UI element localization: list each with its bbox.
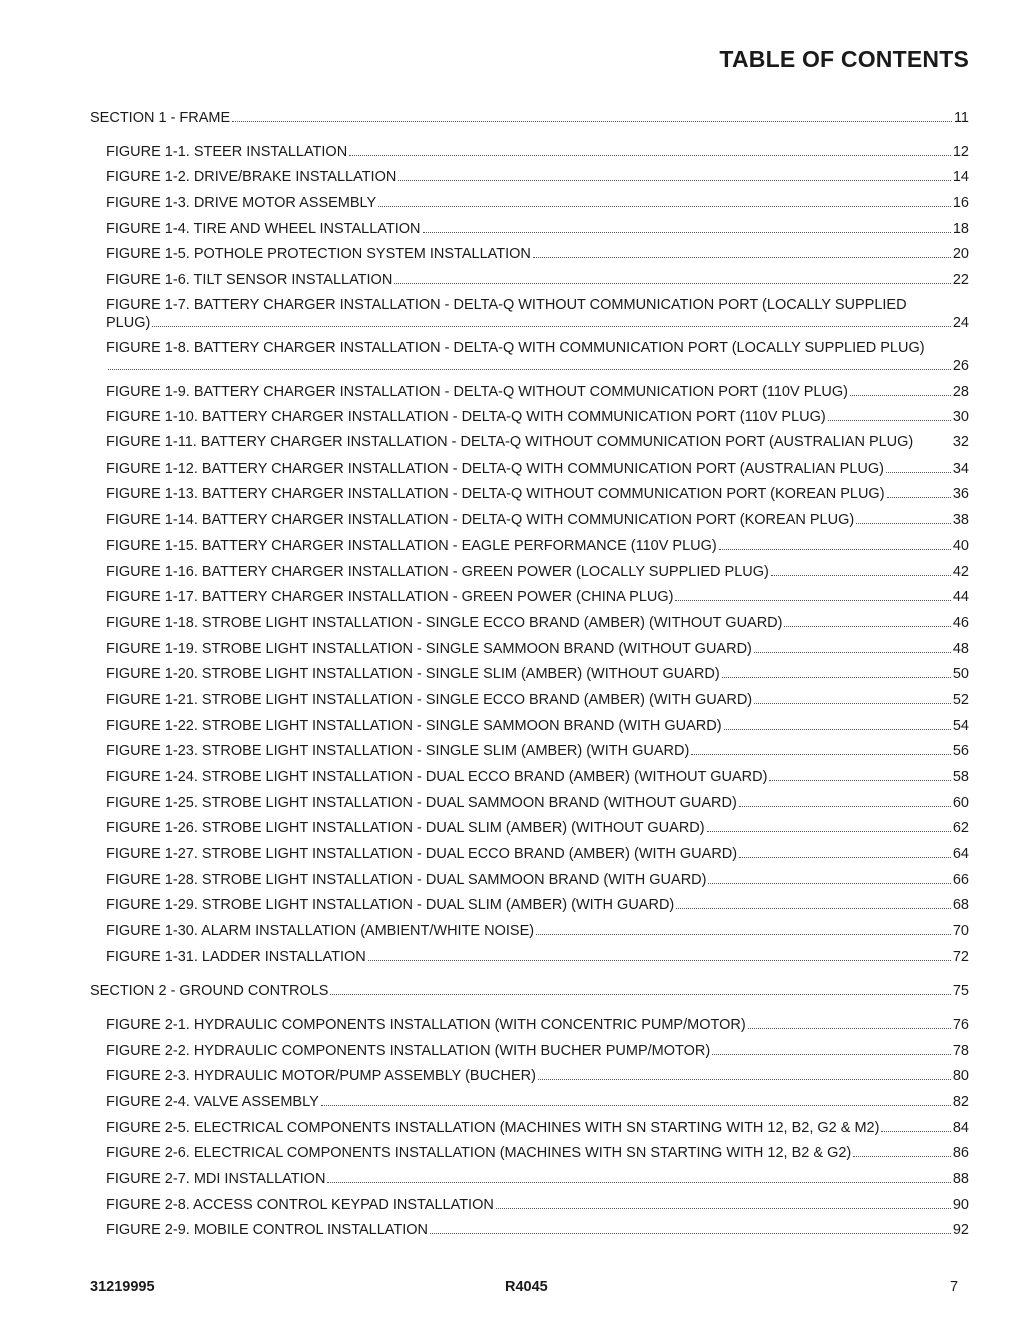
toc-label: FIGURE 1-29. STROBE LIGHT INSTALLATION - DUAL SLIM (AMBER) (WITH GUARD) — [106, 897, 675, 913]
toc-entry[interactable] — [106, 485, 969, 503]
leader-dots — [152, 314, 951, 327]
leader-dots — [423, 220, 951, 233]
toc-entry[interactable] — [106, 143, 969, 161]
toc-page: 60 — [952, 795, 969, 811]
toc-entry[interactable] — [106, 871, 969, 889]
leader-dots — [349, 143, 951, 156]
leader-dots — [708, 871, 950, 884]
toc-page: 86 — [952, 1145, 969, 1161]
toc-entry[interactable] — [106, 1170, 969, 1188]
toc-label: FIGURE 1-2. DRIVE/BRAKE INSTALLATION — [106, 169, 397, 185]
toc-entry[interactable] — [106, 245, 969, 263]
toc-entry[interactable] — [106, 896, 969, 914]
toc-label: FIGURE 1-1. STEER INSTALLATION — [106, 144, 348, 160]
leader-dots — [108, 357, 951, 370]
toc-entry[interactable] — [106, 1221, 969, 1239]
leader-dots — [232, 109, 952, 122]
leader-dots — [378, 194, 951, 207]
toc-entry[interactable] — [106, 845, 969, 863]
toc-label-continued: PLUG) — [106, 315, 151, 331]
toc-page: 68 — [952, 897, 969, 913]
toc-page: 34 — [952, 461, 969, 477]
toc-label: FIGURE 2-2. HYDRAULIC COMPONENTS INSTALLATION (WITH BUCHER PUMP/MOTOR) — [106, 1043, 711, 1059]
toc-page: 26 — [952, 358, 969, 374]
toc-page: 78 — [952, 1043, 969, 1059]
toc-label: FIGURE 1-22. STROBE LIGHT INSTALLATION - SINGLE SAMMOON BRAND (WITH GUARD) — [106, 718, 722, 734]
toc-label: FIGURE 1-13. BATTERY CHARGER INSTALLATION - DELTA-Q WITHOUT COMMUNICATION PORT (KOREAN PLUG) — [106, 486, 885, 502]
toc-label: FIGURE 1-8. BATTERY CHARGER INSTALLATION - DELTA-Q WITH COMMUNICATION PORT (LOCALLY SUPPLIED PLUG) — [106, 340, 925, 356]
toc-label: FIGURE 1-10. BATTERY CHARGER INSTALLATION - DELTA-Q WITH COMMUNICATION PORT (110V PLUG) — [106, 409, 826, 425]
leader-dots — [330, 982, 950, 995]
toc-label: FIGURE 1-18. STROBE LIGHT INSTALLATION - SINGLE ECCO BRAND (AMBER) (WITHOUT GUARD) — [106, 615, 783, 631]
toc-label: FIGURE 2-3. HYDRAULIC MOTOR/PUMP ASSEMBLY (BUCHER) — [106, 1068, 536, 1084]
toc-label: FIGURE 1-23. STROBE LIGHT INSTALLATION - SINGLE SLIM (AMBER) (WITH GUARD) — [106, 743, 690, 759]
toc-page: 76 — [952, 1017, 969, 1033]
toc-page: 36 — [952, 486, 969, 502]
toc-entry[interactable] — [106, 408, 969, 426]
toc-page: 20 — [952, 246, 969, 262]
toc-label: FIGURE 1-9. BATTERY CHARGER INSTALLATION - DELTA-Q WITHOUT COMMUNICATION PORT (110V PLUG) — [106, 384, 849, 400]
toc-label: FIGURE 2-1. HYDRAULIC COMPONENTS INSTALLATION (WITH CONCENTRIC PUMP/MOTOR) — [106, 1017, 746, 1033]
toc-entry[interactable] — [106, 220, 969, 238]
leader-dots — [496, 1196, 951, 1209]
toc-page: 54 — [952, 718, 969, 734]
leader-dots — [748, 1016, 951, 1029]
toc-entry[interactable] — [106, 563, 969, 581]
toc-entry[interactable] — [106, 537, 969, 555]
toc-page: 11 — [953, 110, 969, 126]
toc-label: FIGURE 1-17. BATTERY CHARGER INSTALLATION - GREEN POWER (CHINA PLUG) — [106, 589, 674, 605]
toc-page: 72 — [952, 949, 969, 965]
toc-label: FIGURE 1-3. DRIVE MOTOR ASSEMBLY — [106, 195, 377, 211]
toc-page: 22 — [952, 272, 969, 288]
toc-label: FIGURE 2-4. VALVE ASSEMBLY — [106, 1094, 319, 1110]
leader-dots — [691, 742, 951, 755]
leader-dots — [739, 794, 951, 807]
toc-label: FIGURE 1-26. STROBE LIGHT INSTALLATION - DUAL SLIM (AMBER) (WITHOUT GUARD) — [106, 820, 705, 836]
toc-page: 40 — [952, 538, 969, 554]
toc-label: FIGURE 2-5. ELECTRICAL COMPONENTS INSTALLATION (MACHINES WITH SN STARTING WITH 12, B2, G2 & M2) — [106, 1120, 880, 1136]
toc-page: 92 — [952, 1222, 969, 1238]
toc-label: FIGURE 1-14. BATTERY CHARGER INSTALLATION - DELTA-Q WITH COMMUNICATION PORT (KOREAN PLUG) — [106, 512, 855, 528]
leader-dots — [675, 588, 950, 601]
toc-page: 12 — [952, 144, 969, 160]
toc-label: FIGURE 1-7. BATTERY CHARGER INSTALLATION - DELTA-Q WITHOUT COMMUNICATION PORT (LOCALLY SUPPLIED — [106, 297, 907, 313]
toc-entry[interactable] — [106, 819, 969, 837]
toc-entry[interactable] — [106, 1067, 969, 1085]
toc-page: 44 — [952, 589, 969, 605]
leader-dots — [754, 640, 951, 653]
toc-label: FIGURE 1-30. ALARM INSTALLATION (AMBIENT/WHITE NOISE) — [106, 923, 535, 939]
toc-label: FIGURE 1-11. BATTERY CHARGER INSTALLATION - DELTA-Q WITHOUT COMMUNICATION PORT (AUSTRALIAN PLUG) — [106, 434, 914, 450]
toc-label: FIGURE 1-31. LADDER INSTALLATION — [106, 949, 366, 965]
leader-dots — [719, 537, 951, 550]
toc-page: 80 — [952, 1068, 969, 1084]
toc-page: 88 — [952, 1171, 969, 1187]
toc-label: FIGURE 1-6. TILT SENSOR INSTALLATION — [106, 272, 393, 288]
toc-label: SECTION 1 - FRAME — [90, 110, 231, 126]
toc-page: 66 — [952, 872, 969, 888]
leader-dots — [784, 614, 950, 627]
toc-page: 24 — [952, 315, 969, 331]
footer-page-number: 7 — [950, 1279, 959, 1295]
toc-label: FIGURE 2-6. ELECTRICAL COMPONENTS INSTALLATION (MACHINES WITH SN STARTING WITH 12, B2 & G2) — [106, 1145, 852, 1161]
toc-entry[interactable] — [106, 768, 969, 786]
leader-dots — [771, 563, 951, 576]
leader-dots — [881, 1119, 950, 1132]
toc-page: 42 — [952, 564, 969, 580]
toc-page: 70 — [952, 923, 969, 939]
toc-entry[interactable] — [106, 717, 969, 735]
toc-label: FIGURE 2-8. ACCESS CONTROL KEYPAD INSTALLATION — [106, 1197, 494, 1213]
toc-label: FIGURE 1-4. TIRE AND WHEEL INSTALLATION — [106, 221, 421, 237]
toc-entry[interactable] — [106, 588, 969, 606]
leader-dots — [724, 717, 951, 730]
leader-dots — [739, 845, 951, 858]
leader-dots — [394, 271, 951, 284]
toc-page: 16 — [952, 195, 969, 211]
toc-page: 14 — [952, 169, 969, 185]
footer-model: R4045 — [505, 1279, 548, 1295]
toc-page: 90 — [952, 1197, 969, 1213]
toc-entry[interactable] — [106, 340, 969, 375]
toc-entry[interactable] — [106, 383, 969, 401]
toc-entry[interactable] — [106, 614, 969, 632]
toc-entry[interactable] — [106, 742, 969, 760]
leader-dots — [856, 511, 951, 524]
toc-entry[interactable] — [106, 511, 969, 529]
footer-document-number: 31219995 — [90, 1279, 155, 1295]
toc-page: 18 — [952, 221, 969, 237]
leader-dots — [707, 819, 951, 832]
toc-entry[interactable] — [106, 271, 969, 289]
leader-dots — [828, 408, 951, 421]
leader-dots — [327, 1170, 950, 1183]
toc-label: FIGURE 2-9. MOBILE CONTROL INSTALLATION — [106, 1222, 429, 1238]
toc-entry[interactable] — [106, 640, 969, 658]
toc-page: 46 — [952, 615, 969, 631]
page-title: TABLE OF CONTENTS — [719, 46, 969, 72]
toc-label: FIGURE 1-5. POTHOLE PROTECTION SYSTEM INSTALLATION — [106, 246, 531, 262]
toc-label: FIGURE 1-24. STROBE LIGHT INSTALLATION - DUAL ECCO BRAND (AMBER) (WITHOUT GUARD) — [106, 769, 768, 785]
toc-label: FIGURE 1-19. STROBE LIGHT INSTALLATION - SINGLE SAMMOON BRAND (WITHOUT GUARD) — [106, 641, 752, 657]
toc-label: FIGURE 1-21. STROBE LIGHT INSTALLATION - SINGLE ECCO BRAND (AMBER) (WITH GUARD) — [106, 692, 753, 708]
toc-entry[interactable] — [106, 1119, 969, 1137]
toc-entry[interactable] — [106, 297, 969, 332]
leader-dots — [887, 485, 951, 498]
leader-dots — [913, 434, 953, 446]
leader-dots — [769, 768, 950, 781]
toc-entry[interactable] — [106, 1016, 969, 1034]
toc-label: FIGURE 1-12. BATTERY CHARGER INSTALLATION - DELTA-Q WITH COMMUNICATION PORT (AUSTRALIAN PLUG) — [106, 461, 884, 477]
leader-dots — [676, 896, 951, 909]
toc-entry[interactable] — [106, 194, 969, 212]
toc-entry[interactable] — [106, 1144, 969, 1162]
toc-page: 48 — [952, 641, 969, 657]
toc-page: 28 — [952, 384, 969, 400]
leader-dots — [712, 1042, 951, 1055]
leader-dots — [538, 1067, 951, 1080]
toc-page: 82 — [952, 1094, 969, 1110]
toc-entry[interactable] — [106, 1196, 969, 1214]
toc-label: FIGURE 1-27. STROBE LIGHT INSTALLATION - DUAL ECCO BRAND (AMBER) (WITH GUARD) — [106, 846, 738, 862]
toc-entry[interactable] — [106, 1093, 969, 1111]
leader-dots — [536, 922, 951, 935]
toc-entry[interactable] — [106, 1042, 969, 1060]
leader-dots — [886, 460, 951, 473]
toc-page: 62 — [952, 820, 969, 836]
toc-entry[interactable] — [106, 794, 969, 812]
toc-label: FIGURE 1-20. STROBE LIGHT INSTALLATION - SINGLE SLIM (AMBER) (WITHOUT GUARD) — [106, 666, 720, 682]
toc-label: SECTION 2 - GROUND CONTROLS — [90, 983, 329, 999]
leader-dots — [368, 948, 951, 961]
leader-dots — [398, 168, 951, 181]
toc-page: 56 — [952, 743, 969, 759]
toc-label: FIGURE 1-15. BATTERY CHARGER INSTALLATION - EAGLE PERFORMANCE (110V PLUG) — [106, 538, 717, 554]
toc-page: 50 — [952, 666, 969, 682]
toc-entry[interactable] — [106, 168, 969, 186]
toc-label: FIGURE 1-16. BATTERY CHARGER INSTALLATION - GREEN POWER (LOCALLY SUPPLIED PLUG) — [106, 564, 769, 580]
leader-dots — [533, 245, 951, 258]
toc-page: 75 — [952, 983, 969, 999]
leader-dots — [430, 1221, 951, 1234]
toc-entry-section-2[interactable] — [90, 982, 969, 1000]
toc-page: 64 — [952, 846, 969, 862]
toc-entry[interactable] — [106, 665, 969, 683]
leader-dots — [850, 383, 951, 396]
leader-dots — [722, 665, 951, 678]
toc-entry[interactable] — [106, 434, 969, 451]
toc-page: 32 — [952, 434, 969, 450]
toc-page: 30 — [952, 409, 969, 425]
leader-dots — [754, 691, 951, 704]
toc-page: 58 — [952, 769, 969, 785]
toc-label: FIGURE 2-7. MDI INSTALLATION — [106, 1171, 326, 1187]
toc-page: 52 — [952, 692, 969, 708]
toc-entry[interactable] — [106, 922, 969, 940]
toc-page: 84 — [952, 1120, 969, 1136]
toc-entry-section-1[interactable] — [90, 109, 969, 127]
toc-entry[interactable] — [106, 691, 969, 709]
toc-entry[interactable] — [106, 460, 969, 478]
toc-label: FIGURE 1-25. STROBE LIGHT INSTALLATION - DUAL SAMMOON BRAND (WITHOUT GUARD) — [106, 795, 737, 811]
leader-dots — [321, 1093, 951, 1106]
leader-dots — [853, 1144, 951, 1157]
toc-page: 38 — [952, 512, 969, 528]
toc-entry[interactable] — [106, 948, 969, 966]
toc-label: FIGURE 1-28. STROBE LIGHT INSTALLATION - DUAL SAMMOON BRAND (WITH GUARD) — [106, 872, 707, 888]
